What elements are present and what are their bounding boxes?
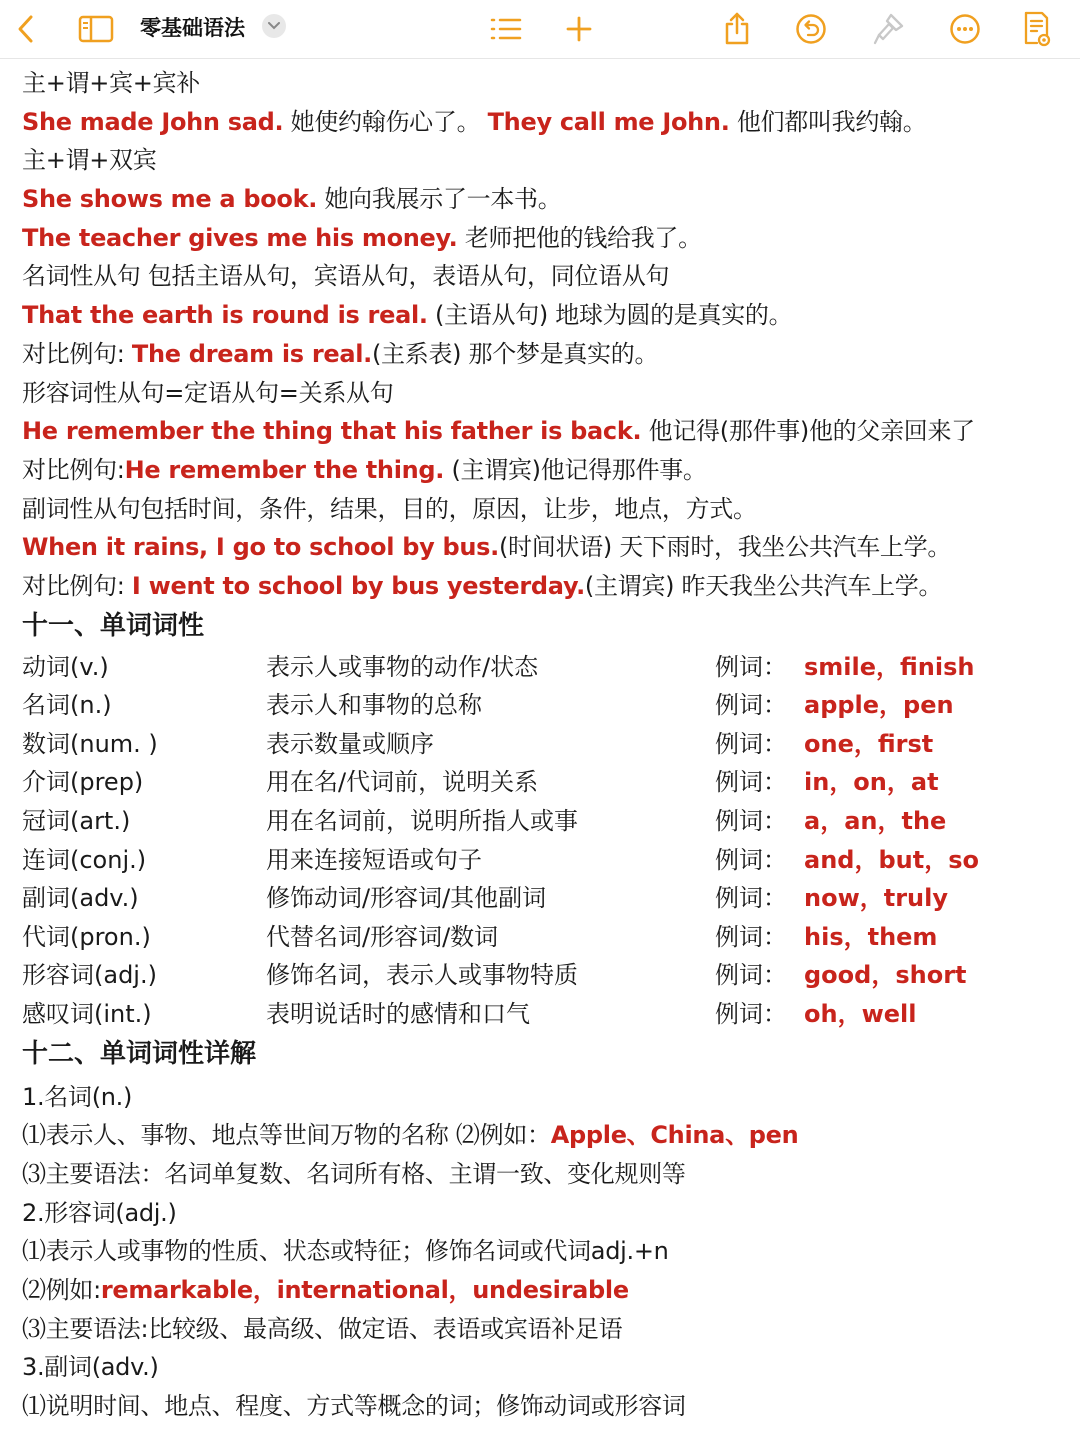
text-line — [22, 1271, 1072, 1310]
table-row — [22, 725, 1072, 764]
back-chevron-icon[interactable] — [6, 9, 46, 49]
text-segment: ⑶主要语法：名词单复数、名词所有格、主谓一致、变化规则等 — [22, 1159, 686, 1188]
text-segment: (主系表) 那个梦是真实的。 — [371, 339, 659, 368]
pos-name: 副词(adv.) — [22, 884, 139, 913]
example-sentence: When it rains, I go to school by bus. — [22, 533, 499, 562]
text-line — [22, 1348, 1072, 1387]
table-row — [22, 956, 1072, 995]
text-segment: 对比例句: — [22, 339, 132, 368]
pos-description: 用在名/代词前，说明关系 — [266, 768, 539, 797]
pos-name: 冠词(art.) — [22, 807, 131, 835]
table-row — [22, 995, 1072, 1034]
undo-icon[interactable] — [791, 9, 831, 49]
text-segment: 她使约翰伤心了。 — [283, 107, 488, 136]
example-words: smile，finish — [804, 652, 975, 681]
example-words: oh，well — [804, 999, 917, 1028]
example-sentence: They call me John. — [487, 107, 730, 136]
example-label: 例词： — [715, 652, 787, 681]
pos-description: 用在名词前，说明所指人或事 — [266, 807, 578, 835]
text-segment: ⑴说明时间、地点、程度、方式等概念的词；修饰动词或形容词 — [22, 1392, 686, 1421]
text-segment: (主谓宾) 昨天我坐公共汽车上学。 — [584, 571, 943, 600]
pos-name: 数词(num. ) — [22, 729, 158, 758]
pos-description: 修饰名词，表示人或事物特质 — [266, 961, 578, 990]
pos-name: 动词(v.) — [22, 652, 109, 681]
example-label: 例词： — [715, 999, 787, 1028]
add-icon[interactable] — [559, 9, 599, 49]
text-segment: 老师把他的钱给我了。 — [457, 223, 702, 252]
title-dropdown-chevron-icon[interactable] — [262, 14, 286, 38]
text-line — [22, 1310, 1072, 1349]
example-label: 例词： — [715, 691, 787, 720]
text-line — [22, 180, 1072, 219]
text-segment: 3.副词(adv.) — [22, 1353, 159, 1382]
more-options-icon[interactable] — [945, 9, 985, 49]
text-line — [22, 219, 1072, 258]
example-sentence: He remember the thing that his father is back. — [22, 417, 642, 446]
pos-description: 代替名词/形容词/数词 — [266, 922, 499, 951]
text-segment: 2.形容词(adj.) — [22, 1198, 177, 1227]
table-row — [22, 648, 1072, 687]
section-heading-parts-of-speech-detail: 十二、单词词性详解 — [22, 1038, 257, 1069]
text-line — [22, 1155, 1072, 1194]
example-words: apple，pen — [804, 691, 954, 720]
pos-description: 表示人和事物的总称 — [266, 691, 482, 720]
text-line — [22, 1116, 1072, 1155]
text-line — [22, 141, 1072, 180]
document-view-icon[interactable] — [1017, 9, 1057, 49]
text-line — [22, 1232, 1072, 1271]
example-sentence: He remember the thing. — [124, 455, 445, 484]
sidebar-icon[interactable] — [76, 9, 116, 49]
text-line — [22, 490, 1072, 529]
example-words: and，but，so — [804, 845, 979, 874]
example-sentence: Apple、China、pen — [550, 1121, 799, 1150]
pos-name: 形容词(adj.) — [22, 961, 157, 990]
text-segment: 对比例句: — [22, 455, 125, 484]
text-segment: 他们都叫我约翰。 — [729, 107, 927, 136]
document-title[interactable]: 零基础语法 — [140, 16, 245, 40]
pos-description: 修饰动词/形容词/其他副词 — [266, 884, 547, 913]
text-line — [22, 103, 1072, 142]
format-brush-icon[interactable] — [869, 9, 909, 49]
example-sentence: remarkable，international，undesirable — [100, 1276, 629, 1304]
example-words: good，short — [804, 961, 967, 990]
text-segment: ⑴表示人或事物的性质、状态或特征；修饰名词或代词adj.+n — [22, 1237, 669, 1266]
text-line — [22, 335, 1072, 374]
example-words: now，truly — [804, 884, 949, 913]
text-line — [22, 567, 1072, 606]
sentence-pattern-section — [22, 64, 1072, 606]
example-label: 例词： — [715, 884, 787, 913]
example-sentence: The teacher gives me his money. — [22, 223, 458, 252]
example-sentence: She made John sad. — [22, 107, 284, 136]
text-line — [22, 1387, 1072, 1426]
pos-name: 名词(n.) — [22, 691, 112, 720]
pos-name: 连词(conj.) — [22, 845, 147, 874]
text-segment: 名词性从句 包括主语从句，宾语从句，表语从句，同位语从句 — [22, 262, 670, 291]
pos-name: 感叹词(int.) — [22, 999, 152, 1028]
text-line — [22, 257, 1072, 296]
text-line — [22, 1078, 1072, 1117]
pos-description: 用来连接短语或句子 — [266, 845, 482, 874]
text-line — [22, 451, 1072, 490]
example-words: a，an，the — [804, 807, 947, 835]
toolbar — [0, 0, 1080, 59]
example-label: 例词： — [715, 768, 787, 797]
text-line — [22, 296, 1072, 335]
text-segment: 他记得(那件事)他的父亲回来了 — [641, 417, 975, 446]
example-sentence: That the earth is round is real. — [22, 301, 428, 330]
table-row — [22, 879, 1072, 918]
text-line — [22, 412, 1072, 451]
example-label: 例词： — [715, 961, 787, 990]
text-segment: 主+谓+双宾 — [22, 146, 157, 175]
table-row — [22, 802, 1072, 841]
text-line — [22, 374, 1072, 413]
text-segment: (主谓宾)他记得那件事。 — [444, 455, 707, 484]
example-sentence: I went to school by bus yesterday. — [131, 571, 585, 600]
detail-section — [22, 1078, 1072, 1426]
table-row — [22, 763, 1072, 802]
text-segment: (主语从句) 地球为圆的是真实的。 — [427, 301, 793, 330]
example-sentence: She shows me a book. — [22, 185, 318, 214]
pos-description: 表示数量或顺序 — [266, 729, 434, 758]
text-segment: ⑴表示人、事物、地点等世间万物的名称 ⑵例如： — [22, 1121, 551, 1150]
text-line — [22, 1194, 1072, 1233]
text-segment: 主+谓+宾+宾补 — [22, 69, 200, 97]
example-words: his，them — [804, 922, 938, 951]
document-body — [22, 64, 1072, 1426]
pos-name: 代词(pron.) — [22, 922, 151, 951]
text-line — [22, 64, 1072, 103]
example-label: 例词： — [715, 729, 787, 758]
parts-of-speech-table — [22, 648, 1072, 1034]
text-segment: 对比例句: — [22, 571, 132, 600]
section-heading-parts-of-speech: 十一、单词词性 — [22, 610, 205, 641]
example-label: 例词： — [715, 807, 787, 835]
table-row — [22, 918, 1072, 957]
example-words: in，on，at — [804, 768, 939, 797]
text-segment: ⑵例如: — [22, 1276, 101, 1304]
text-segment: 1.名词(n.) — [22, 1082, 133, 1111]
pos-name: 介词(prep) — [22, 768, 144, 797]
table-row — [22, 686, 1072, 725]
pos-description: 表示人或事物的动作/状态 — [266, 652, 539, 681]
example-words: one，first — [804, 729, 934, 758]
text-segment: (时间状语) 天下雨时，我坐公共汽车上学。 — [498, 533, 952, 562]
text-segment: 副词性从句包括时间，条件，结果，目的，原因，让步，地点，方式。 — [22, 494, 757, 523]
text-segment: 形容词性从句=定语从句=关系从句 — [22, 378, 394, 407]
example-sentence: The dream is real. — [131, 339, 372, 368]
pos-description: 表明说话时的感情和口气 — [266, 999, 530, 1028]
table-row — [22, 841, 1072, 880]
text-segment: ⑶主要语法:比较级、最高级、做定语、表语或宾语补足语 — [22, 1314, 623, 1343]
example-label: 例词： — [715, 845, 787, 874]
text-line — [22, 528, 1072, 567]
share-icon[interactable] — [717, 9, 757, 49]
example-label: 例词： — [715, 922, 787, 951]
text-segment: 她向我展示了一本书。 — [317, 185, 562, 214]
list-icon[interactable] — [486, 9, 526, 49]
